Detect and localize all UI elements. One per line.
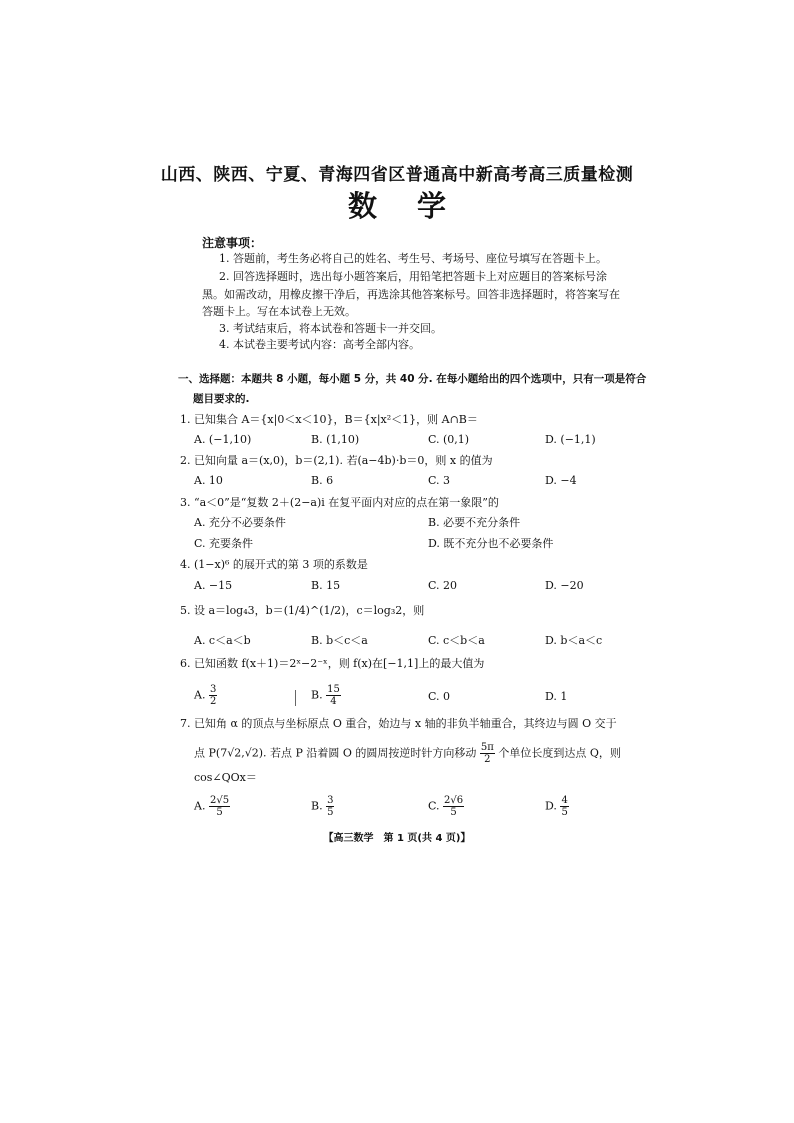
exam-title: 山西、陕西、宁夏、青海四省区普通高中新高考高三质量检测 bbox=[160, 165, 634, 185]
question-7-option-c-fraction bbox=[443, 795, 464, 818]
question-6-option-d: D. 1 bbox=[545, 690, 568, 703]
question-3-stem: 3. “a＜0”是“复数 2＋(2−a)i 在复平面内对应的点在第一象限”的 bbox=[180, 496, 499, 509]
fraction-numerator: 3 bbox=[209, 684, 217, 695]
question-2-option-b: B. 6 bbox=[311, 474, 334, 487]
question-2-option-d: D. −4 bbox=[545, 474, 577, 487]
fraction-denominator: 5 bbox=[216, 807, 223, 818]
question-6-option-a bbox=[194, 684, 217, 707]
question-1-option-b: B. (1,10) bbox=[311, 433, 360, 446]
question-6-option-b-label: B. bbox=[311, 688, 323, 702]
question-1-option-a: A. (−1,10) bbox=[194, 433, 252, 446]
notice-line-6: 4. 本试卷主要考试内容：高考全部内容。 bbox=[219, 338, 420, 351]
question-3-option-c: C. 充要条件 bbox=[194, 537, 254, 550]
question-7-option-d-fraction bbox=[560, 795, 568, 818]
question-6-option-a-fraction bbox=[209, 684, 217, 707]
question-6-option-b-fraction bbox=[326, 684, 341, 707]
question-3-option-a: A. 充分不必要条件 bbox=[194, 516, 286, 529]
notice-line-1: 1. 答题前，考生务必将自己的姓名、考生号、考场号、座位号填写在答题卡上。 bbox=[219, 252, 607, 265]
question-4-option-d: D. −20 bbox=[545, 579, 584, 592]
fraction-denominator: 4 bbox=[330, 696, 337, 707]
question-7-option-b-fraction bbox=[326, 795, 334, 818]
question-7-option-d bbox=[545, 795, 569, 818]
question-7-stem-line-2b: 个单位长度到达点 Q，则 bbox=[498, 746, 621, 760]
question-6-stem: 6. 已知函数 f(x＋1)＝2ˣ−2⁻ˣ，则 f(x)在[−1,1]上的最大值为 bbox=[180, 657, 485, 670]
fraction-numerator: 4 bbox=[561, 795, 568, 806]
fraction-denominator: 2 bbox=[484, 754, 491, 765]
question-7-option-a bbox=[194, 795, 230, 818]
notice-line-2: 2. 回答选择题时，选出每小题答案后，用铅笔把答题卡上对应题目的答案标号涂 bbox=[219, 270, 607, 283]
fraction-numerator: 2√5 bbox=[209, 795, 230, 806]
question-7-option-a-label: A. bbox=[194, 799, 206, 813]
question-6-option-b bbox=[311, 684, 341, 707]
fraction-numerator: 5π bbox=[480, 742, 494, 753]
question-5-option-b: B. b＜c＜a bbox=[311, 634, 368, 647]
question-1-option-c: C. (0,1) bbox=[428, 433, 470, 446]
section-heading-cont: 题目要求的. bbox=[193, 393, 250, 405]
subject-title: 数学 bbox=[347, 189, 486, 223]
question-7-stem-line-2 bbox=[194, 742, 621, 765]
question-2-stem: 2. 已知向量 a＝(x,0)，b＝(2,1). 若(a−4b)·b＝0，则 x 的值为 bbox=[180, 454, 493, 467]
question-4-option-b: B. 15 bbox=[311, 579, 341, 592]
fraction-numerator: 3 bbox=[327, 795, 334, 806]
question-1-stem: 1. 已知集合 A＝{x|0＜x＜10}，B＝{x|x²＜1}，则 A∩B＝ bbox=[180, 413, 478, 426]
question-2-option-a: A. 10 bbox=[194, 474, 223, 487]
question-3-option-d: D. 既不充分也不必要条件 bbox=[428, 537, 554, 550]
question-7-stem-line-3: cos∠QOx＝ bbox=[194, 771, 257, 784]
question-7-option-b bbox=[311, 795, 334, 818]
question-7-stem-line-2a: 点 P(7√2,√2). 若点 P 沿着圆 O 的圆周按逆时针方向移动 bbox=[194, 746, 477, 760]
question-3-option-b: B. 必要不充分条件 bbox=[428, 516, 521, 529]
question-5-power-expr: (1/4)^(1/2) bbox=[283, 604, 346, 617]
fraction-denominator: 5 bbox=[450, 807, 457, 818]
notice-heading: 注意事项： bbox=[202, 236, 263, 250]
question-5-stem bbox=[180, 604, 424, 618]
question-7-option-c bbox=[428, 795, 464, 818]
question-7-arc-fraction bbox=[480, 742, 495, 765]
question-5-option-a: A. c＜a＜b bbox=[194, 634, 251, 647]
question-7-option-c-label: C. bbox=[428, 799, 440, 813]
page-footer: 【高三数学 第 1 页(共 4 页)】 bbox=[323, 833, 471, 844]
question-1-option-d: D. (−1,1) bbox=[545, 433, 596, 446]
question-5-stem-c: ，c＝log₃2，则 bbox=[345, 604, 425, 617]
question-4-option-c: C. 20 bbox=[428, 579, 458, 592]
question-6-option-c: C. 0 bbox=[428, 690, 451, 703]
notice-line-5: 3. 考试结束后，将本试卷和答题卡一并交回。 bbox=[219, 322, 442, 335]
question-4-stem: 4. (1−x)⁶ 的展开式的第 3 项的系数是 bbox=[180, 558, 368, 571]
section-heading: 一、选择题：本题共 8 小题，每小题 5 分，共 40 分. 在每小题给出的四个选项中，只有一项是符合 bbox=[178, 373, 647, 385]
fraction-denominator: 5 bbox=[327, 807, 334, 818]
question-5-option-c: C. c＜b＜a bbox=[428, 634, 485, 647]
question-2-option-c: C. 3 bbox=[428, 474, 451, 487]
notice-line-4: 答题卡上。写在本试卷上无效。 bbox=[202, 305, 356, 318]
question-7-option-d-label: D. bbox=[545, 799, 557, 813]
scan-mark bbox=[295, 690, 296, 706]
question-5-stem-a: 5. 设 a＝log₄3，b＝ bbox=[180, 604, 284, 617]
fraction-numerator: 15 bbox=[327, 684, 340, 695]
fraction-denominator: 2 bbox=[209, 696, 217, 707]
question-7-stem-line-1: 7. 已知角 α 的顶点与坐标原点 O 重合，始边与 x 轴的非负半轴重合，其终边与圆 O 交于 bbox=[180, 717, 617, 730]
notice-line-3: 黑。如需改动，用橡皮擦干净后，再选涂其他答案标号。回答非选择题时，将答案写在 bbox=[202, 288, 620, 301]
question-4-option-a: A. −15 bbox=[194, 579, 233, 592]
question-7-option-b-label: B. bbox=[311, 799, 323, 813]
fraction-numerator: 2√6 bbox=[444, 795, 464, 806]
question-6-option-a-label: A. bbox=[194, 688, 206, 702]
fraction-denominator: 5 bbox=[561, 807, 568, 818]
question-7-option-a-fraction bbox=[209, 795, 230, 818]
question-5-option-d: D. b＜a＜c bbox=[545, 634, 603, 647]
